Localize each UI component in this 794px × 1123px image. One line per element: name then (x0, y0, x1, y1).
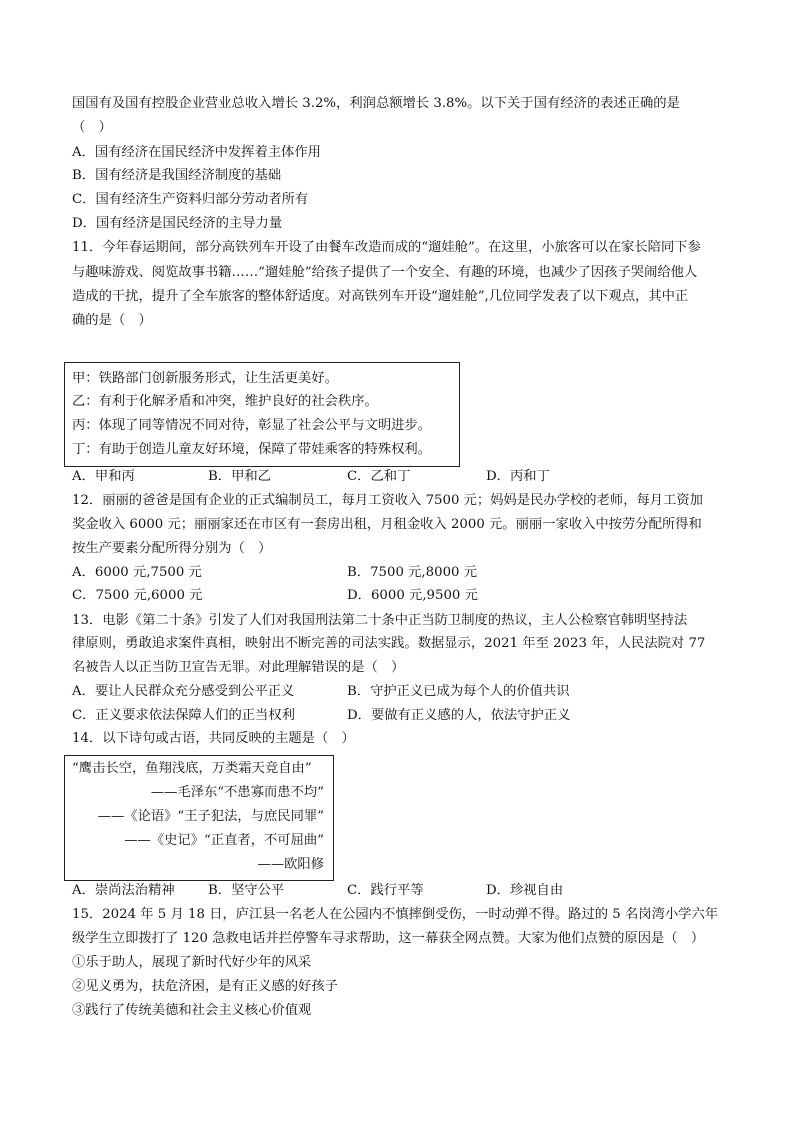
q10-option-d: D．国有经济是国民经济的主导力量 (72, 216, 283, 231)
q12-option-b: B．7500 元,8000 元 (347, 565, 478, 580)
q13-option-b: B．守护正义已成为每个人的价值共识 (347, 684, 570, 699)
q13-option-d: D．要做有正义感的人，依法守护正义 (347, 708, 571, 723)
q13-option-c: C．正义要求依法保障人们的正当权利 (72, 708, 295, 723)
q12-option-d: D．6000 元,9500 元 (347, 588, 478, 603)
q14-quotes-box (64, 755, 334, 881)
q11-stem-line: 与趣味游戏、阅览故事书籍……“遛娃舱”给孩子提供了一个安全、有趣的环境，也减少了因孩子哭闹给他人 (72, 265, 698, 280)
q10-stem-line: 国国有及国有控股企业营业总收入增长 3.2%，利润总额增长 3.8%。以下关于国有经济的表述正确的是 (72, 96, 680, 111)
q11-option-b: B．甲和乙 (208, 469, 271, 484)
q14-option-d: D．珍视自由 (486, 883, 564, 898)
q14-quote-line: ——《论语》“王子犯法，与庶民同罪” (97, 809, 324, 824)
q13-stem-line: 13．电影《第二十条》引发了人们对我国刑法第二十条中正当防卫制度的热议，主人公检察官韩明坚持法 (72, 613, 688, 628)
q15-item-3: ③践行了传统美德和社会主义核心价值观 (72, 1003, 312, 1018)
q14-option-a: A．崇尚法治精神 (72, 883, 175, 898)
q11-opinions-box (64, 362, 460, 467)
q12-stem-line: 12．丽丽的爸爸是国有企业的正式编制员工，每月工资收入 7500 元；妈妈是民办学校的老师，每月工资加 (72, 493, 703, 508)
q10-option-a: A．国有经济在国民经济中发挥着主体作用 (72, 145, 321, 160)
q11-stem-line: 造成的干扰，提升了全车旅客的整体舒适度。对高铁列车开设“遛娃舱”,几位同学发表了以下观点，其中正 (72, 289, 689, 304)
q12-stem-line: 按生产要素分配所得分别为（ ） (72, 541, 272, 556)
q14-stem: 14．以下诗句或古语，共同反映的主题是（ ） (72, 731, 355, 746)
q14-quote-attribution: ——欧阳修 (257, 857, 324, 872)
q11-option-a: A．甲和丙 (72, 469, 135, 484)
q12-stem-line: 奖金收入 6000 元；丽丽家还在市区有一套房出租，月租金收入 2000 元。丽丽一家收入中按劳分配所得和 (72, 517, 702, 532)
q14-quote-line: ——《史记》“正直者，不可屈曲” (124, 833, 324, 848)
q10-answer-blank: （ ） (72, 120, 112, 135)
q11-stem-line: 11．今年春运期间，部分高铁列车开设了由餐车改造而成的“遛娃舱”。在这里，小旅客可以在家长陪同下参 (72, 240, 701, 255)
q11-opinion-bing: 丙：体现了同等情况不同对待，彰显了社会公平与文明进步。 (72, 418, 432, 433)
q11-stem-line: 确的是（ ） (72, 313, 152, 328)
q13-stem-line: 律原则，勇敢追求案件真相，映射出不断完善的司法实践。数据显示，2021 年至 2023 年，人民法院对 77 (72, 636, 706, 651)
q14-quote-line: ——毛泽东“不患寡而患不均” (150, 785, 324, 800)
q15-item-2: ②见义勇为，扶危济困，是有正义感的好孩子 (72, 979, 338, 994)
q15-item-1: ①乐于助人，展现了新时代好少年的风采 (72, 955, 312, 970)
q10-option-c: C．国有经济生产资料归部分劳动者所有 (72, 192, 309, 207)
q10-option-b: B．国有经济是我国经济制度的基础 (72, 168, 282, 183)
q14-quote-line: “鹰击长空，鱼翔浅底，万类霜天竞自由” (72, 761, 312, 776)
q14-option-b: B．坚守公平 (208, 883, 285, 898)
q12-option-c: C．7500 元,6000 元 (72, 588, 203, 603)
q11-option-c: C．乙和丁 (347, 469, 411, 484)
q11-opinion-ding: 丁：有助于创造儿童友好环境，保障了带娃乘客的特殊权利。 (72, 442, 432, 457)
q11-opinion-jia: 甲：铁路部门创新服务形式，让生活更美好。 (72, 371, 338, 386)
q15-stem-line: 15．2024 年 5 月 18 日，庐江县一名老人在公园内不慎摔倒受伤，一时动弹不得。路过的 5 名岗湾小学六年 (72, 907, 719, 922)
q11-option-d: D．丙和丁 (486, 469, 550, 484)
q14-option-c: C．践行平等 (347, 883, 424, 898)
q15-stem-line: 级学生立即拨打了 120 急救电话并拦停警车寻求帮助，这一幕获全网点赞。大家为他们点赞的原因是（ ） (72, 931, 705, 946)
q12-option-a: A．6000 元,7500 元 (72, 565, 202, 580)
q13-stem-line: 名被告人以正当防卫宣告无罪。对此理解错误的是（ ） (72, 660, 405, 675)
q13-option-a: A．要让人民群众充分感受到公平正义 (72, 684, 295, 699)
q11-opinion-yi: 乙：有利于化解矛盾和冲突，维护良好的社会秩序。 (72, 394, 378, 409)
